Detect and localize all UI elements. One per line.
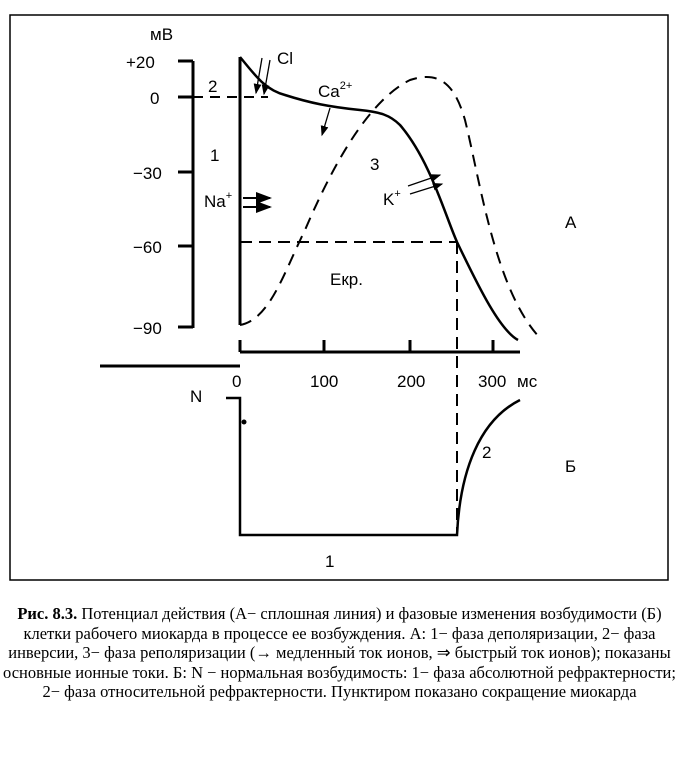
y-tick: +20 [126, 53, 155, 72]
x-unit: мс [517, 372, 538, 391]
y-tick: −90 [133, 319, 162, 338]
figure-caption [0, 604, 679, 702]
x-tick: 100 [310, 372, 339, 391]
phase-3-label: 3 [370, 155, 380, 174]
panel-a-label: А [565, 213, 577, 232]
y-tick: −30 [133, 164, 162, 183]
y-tick: −60 [133, 238, 162, 257]
phase-2-label: 2 [208, 77, 218, 96]
y-axis [178, 61, 193, 328]
normal-excitability-label: N [190, 387, 203, 406]
na-label: Na+ [204, 190, 233, 211]
dot-mark [242, 420, 247, 425]
y-unit: мВ [150, 25, 174, 44]
excitability-curve [226, 398, 520, 535]
k-label: K+ [383, 188, 401, 209]
ca-label: $Ca^{2+}$ [318, 80, 353, 101]
x-tick: 300 [478, 372, 507, 391]
y-tick: 0 [150, 89, 160, 108]
relative-refractory-label: 2 [482, 443, 492, 462]
action-potential-curve [240, 57, 518, 340]
cl-label: Cl [277, 49, 294, 68]
absolute-refractory-label: 1 [325, 552, 335, 571]
caption-number: Рис. 8.3. [17, 604, 78, 623]
phase-1-label: 1 [210, 146, 220, 165]
threshold-label: Eкр. [330, 270, 363, 289]
panel-b-label: Б [565, 457, 577, 476]
x-tick: 200 [397, 372, 426, 391]
x-tick: 0 [232, 372, 242, 391]
caption-text: Потенциал действия (А− сплошная линия) и фазовые изменения возбудимости (Б) клетки рабочего миокарда в процессе ее возбуждения. А: 1− фаза деполяризации, 2− фаза инверсии, 3− фаза реполяризации (→ медленный ток ионов, ⇒ быстрый ток ионов); показаны основные ионные токи. Б: N − нормальная возбудимость: 1− фаза абсолютной рефрактерности; 2− фаза относительной рефрактерности. Пунктиром показано сокращение миокарда [3, 604, 676, 701]
